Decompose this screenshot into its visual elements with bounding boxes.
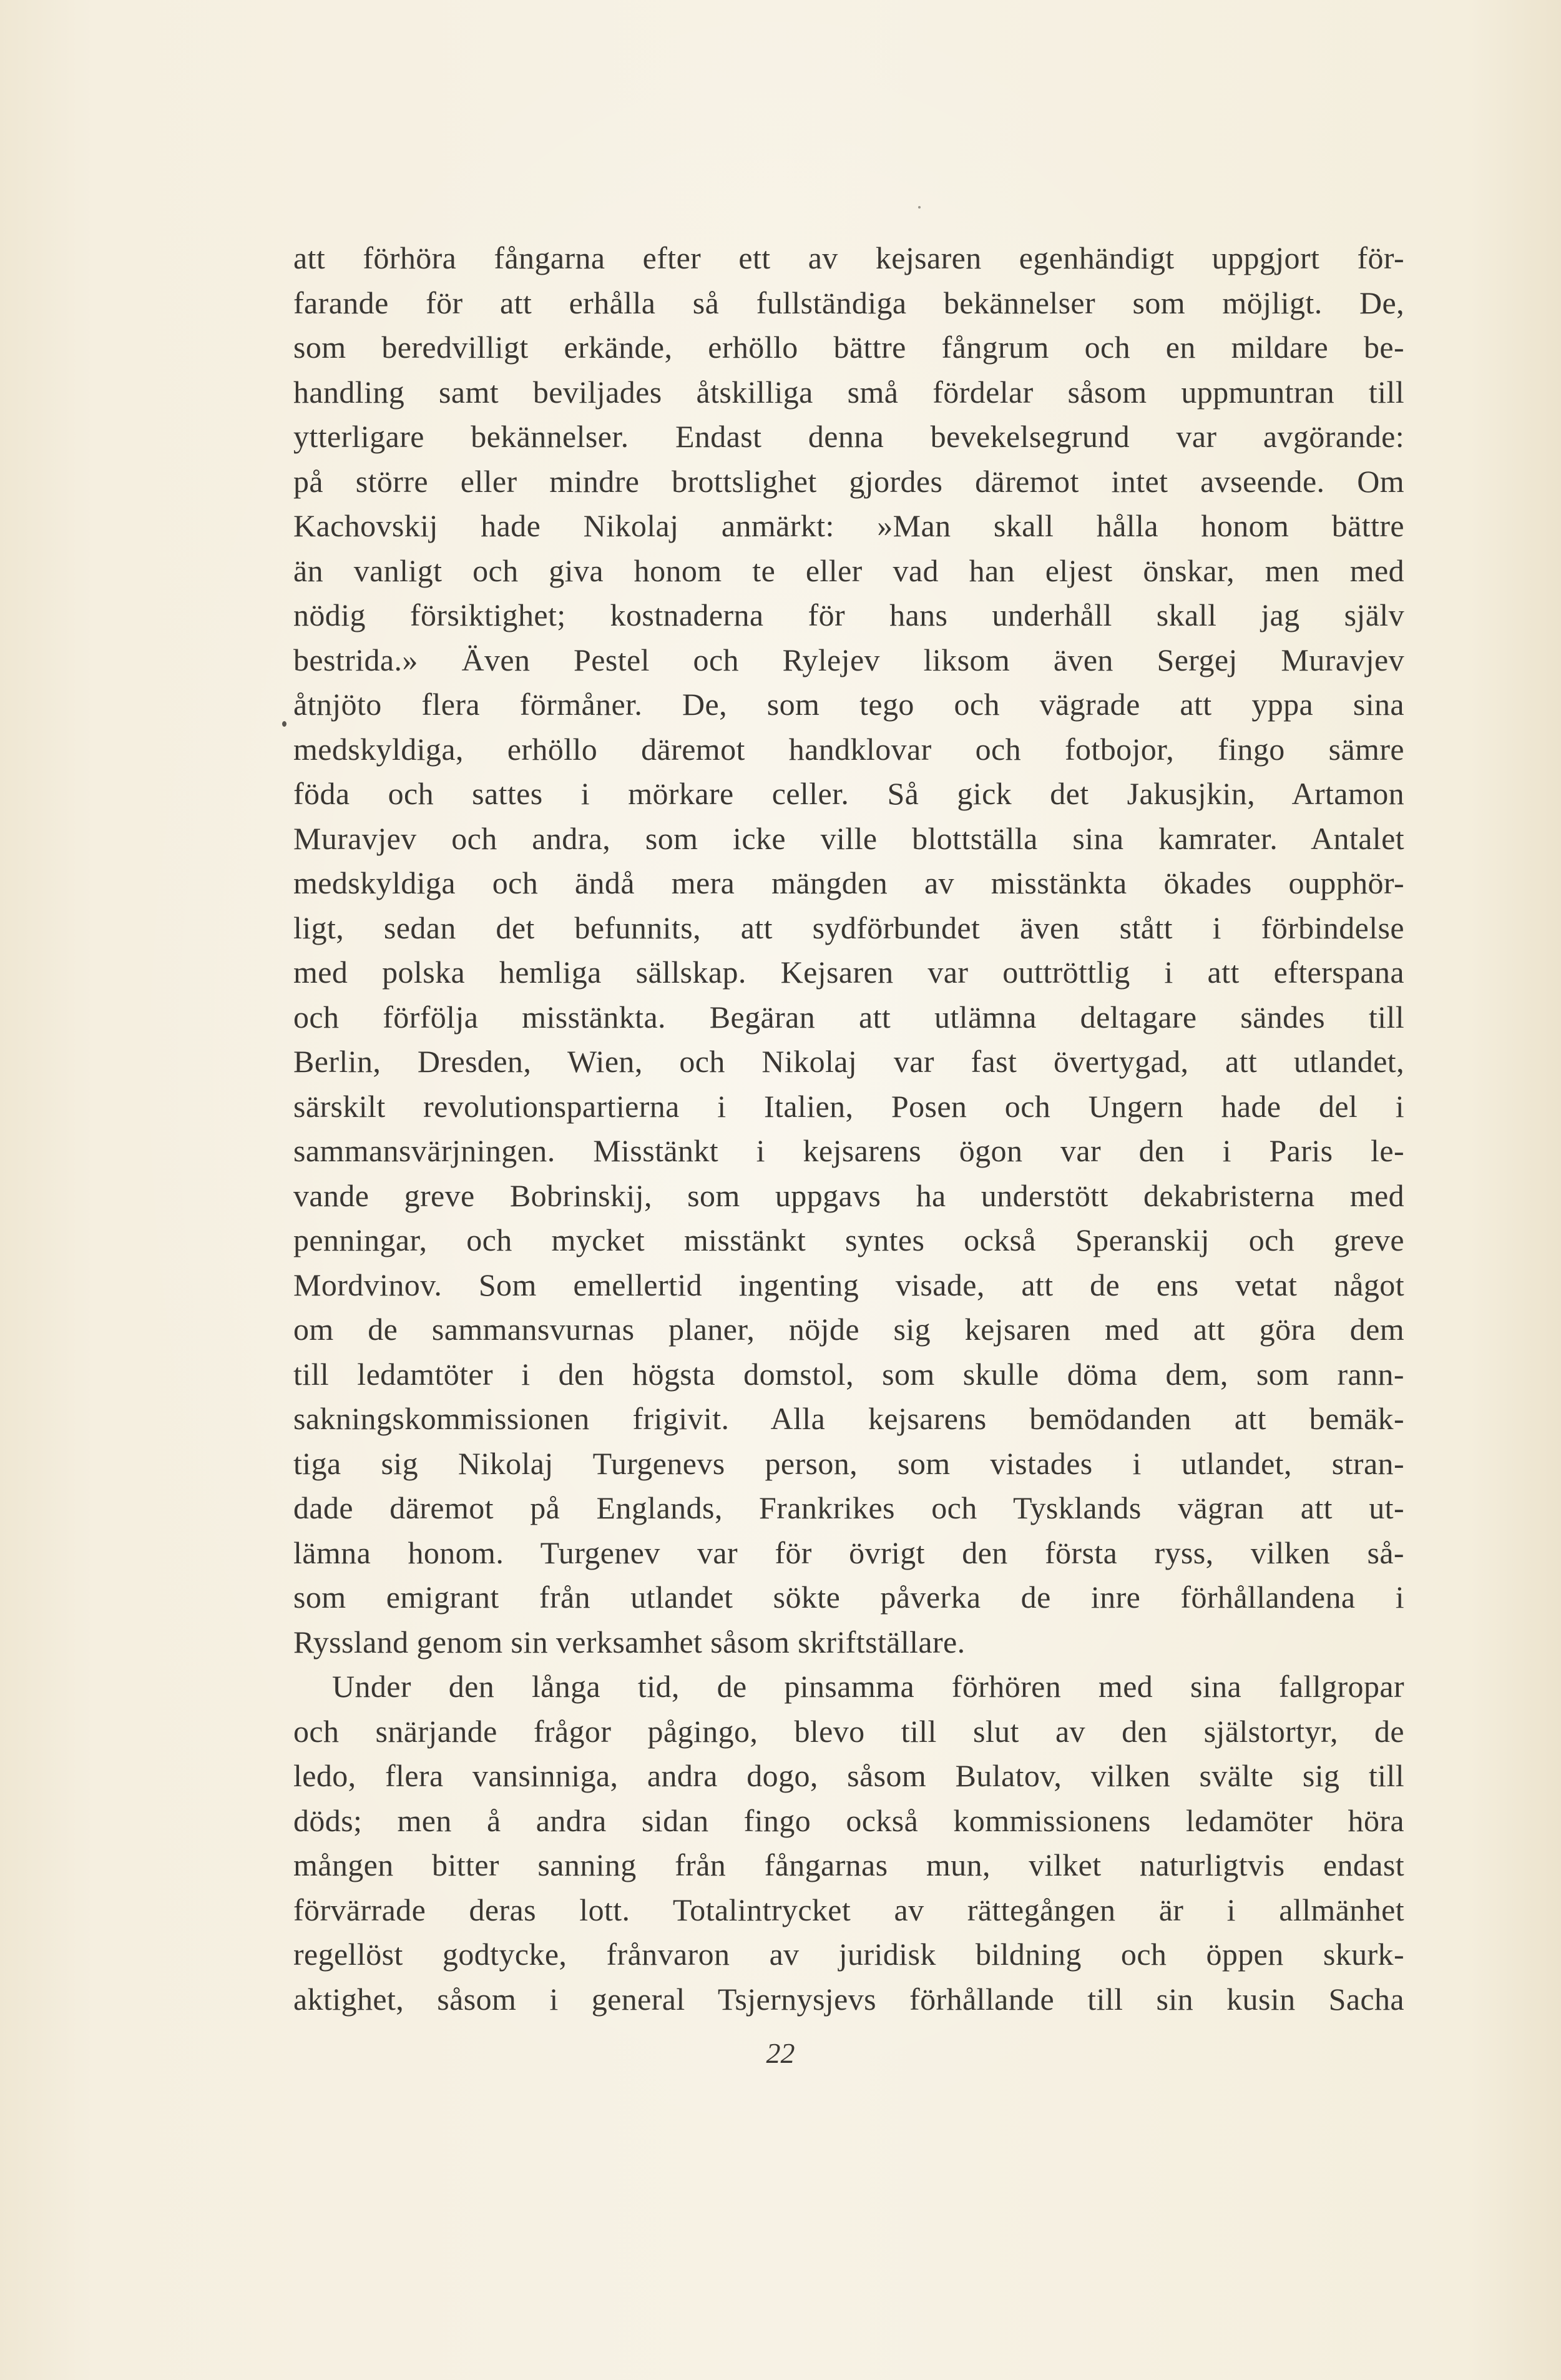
text-line: penningar, och mycket misstänkt syntes också Speranskij och greve [293, 1222, 1404, 1257]
text-line: medskyldiga, erhöllo däremot handklovar och fotbojor, fingo sämre [293, 731, 1404, 767]
text-line: bestrida.» Även Pestel och Rylejev liksom även Sergej Muravjev [293, 642, 1404, 677]
paper-speck [918, 206, 921, 209]
text-line: föda och sattes i mörkare celler. Så gick det Jakusjkin, Artamon [293, 776, 1404, 811]
text-line: döds; men å andra sidan fingo också kommissionens ledamöter höra [293, 1802, 1404, 1838]
text-line: och förfölja misstänkta. Begäran att utlämna deltagare sändes till [293, 999, 1404, 1035]
text-line: regellöst godtycke, frånvaron av juridisk bildning och öppen skurk- [293, 1937, 1404, 1972]
text-line: dade däremot på Englands, Frankrikes och Tysklands vägran att ut- [293, 1490, 1404, 1525]
text-line-paragraph-start: Under den långa tid, de pinsamma förhören med sina fallgropar [332, 1669, 1404, 1704]
text-line: vande greve Bobrinskij, som uppgavs ha understött dekabristerna med [293, 1178, 1404, 1213]
text-line: medskyldiga och ändå mera mängden av misstänkta ökades oupphör- [293, 865, 1404, 900]
text-line: tiga sig Nikolaj Turgenevs person, som vistades i utlandet, stran- [293, 1445, 1404, 1481]
text-line: som emigrant från utlandet sökte påverka de inre förhållandena i [293, 1580, 1404, 1615]
body-text [293, 236, 1404, 2022]
text-line: på större eller mindre brottslighet gjordes däremot intet avseende. Om [293, 463, 1404, 499]
text-line: än vanligt och giva honom te eller vad han eljest önskar, men med [293, 553, 1404, 588]
text-line: ytterligare bekännelser. Endast denna bevekelsegrund var avgörande: [293, 419, 1404, 454]
text-line: Berlin, Dresden, Wien, och Nikolaj var fast övertygad, att utlandet, [293, 1044, 1404, 1079]
text-line: till ledamtöter i den högsta domstol, som skulle döma dem, som rann- [293, 1356, 1404, 1392]
text-line: farande för att erhålla så fullständiga bekännelser som möjligt. De, [293, 285, 1404, 320]
text-line: sakningskommissionen frigivit. Alla kejsarens bemödanden att bemäk- [293, 1401, 1404, 1436]
text-line: handling samt beviljades åtskilliga små fördelar såsom uppmuntran till [293, 374, 1404, 410]
text-line: med polska hemliga sällskap. Kejsaren var outtröttlig i att efterspana [293, 955, 1404, 990]
text-line: lämna honom. Turgenev var för övrigt den första ryss, vilken så- [293, 1535, 1404, 1570]
text-line: ledo, flera vansinniga, andra dogo, såsom Bulatov, vilken svälte sig till [293, 1758, 1404, 1793]
text-line: särskilt revolutionspartierna i Italien, Posen och Ungern hade del i [293, 1088, 1404, 1124]
text-line: att förhöra fångarna efter ett av kejsaren egenhändigt uppgjort för- [293, 240, 1404, 275]
text-line: Muravjev och andra, som icke ville blottställa sina kamrater. Antalet [293, 820, 1404, 856]
text-line: som beredvilligt erkände, erhöllo bättre fångrum och en mildare be- [293, 330, 1404, 365]
text-line: mången bitter sanning från fångarnas mun, vilket naturligtvis endast [293, 1847, 1404, 1882]
text-line: sammansvärjningen. Misstänkt i kejsarens ögon var den i Paris le- [293, 1133, 1404, 1168]
text-line: aktighet, såsom i general Tsjernysjevs förhållande till sin kusin Sacha [293, 1981, 1404, 2017]
text-line: ligt, sedan det befunnits, att sydförbundet även stått i förbindelse [293, 910, 1404, 945]
text-line: nödig försiktighet; kostnaderna för hans underhåll skall jag själv [293, 597, 1404, 632]
text-line-paragraph-end: Ryssland genom sin verksamhet såsom skriftställare. [293, 1624, 966, 1660]
text-line: Kachovskij hade Nikolaj anmärkt: »Man skall hålla honom bättre [293, 508, 1404, 543]
text-line: förvärrade deras lott. Totalintrycket av rättegången är i allmänhet [293, 1892, 1404, 1927]
paper-speck [282, 721, 286, 727]
text-line: Mordvinov. Som emellertid ingenting visade, att de ens vetat något [293, 1267, 1404, 1302]
text-line: och snärjande frågor pågingo, blevo till slut av den själstortyr, de [293, 1713, 1404, 1749]
text-line: om de sammansvurnas planer, nöjde sig kejsaren med att göra dem [293, 1312, 1404, 1347]
text-line: åtnjöto flera förmåner. De, som tego och vägrade att yppa sina [293, 687, 1404, 722]
page-number: 22 [766, 2037, 795, 2069]
